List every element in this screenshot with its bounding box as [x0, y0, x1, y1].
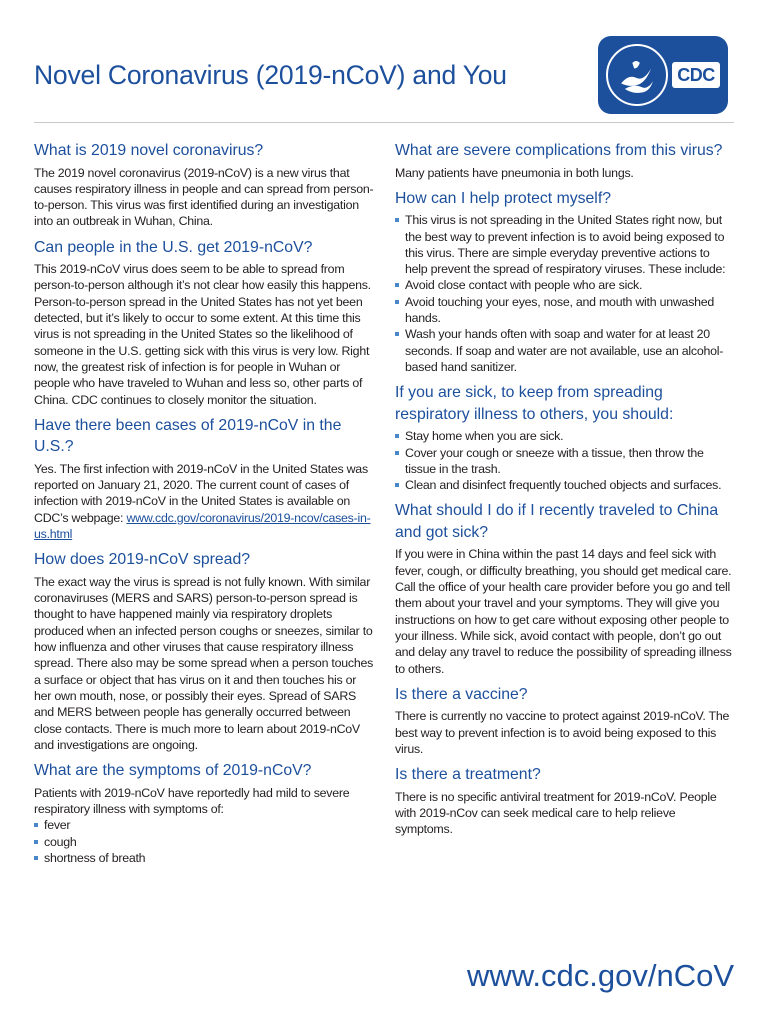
section-heading: Can people in the U.S. get 2019-nCoV?: [34, 238, 313, 256]
bullet-icon: [395, 434, 399, 438]
section-body: Patients with 2019-nCoV have reportedly had mild to severe respiratory illness with symptoms of:: [34, 785, 350, 816]
bullet-icon: [395, 451, 399, 455]
right-column: [395, 140, 735, 845]
section-body: This 2019-nCoV virus does seem to be able to spread from person-to-person although it’s not clear how easily this happens. Person-to-person spread in the United States has not yet been detected, but it’s likely to occur to some extent. At this time this virus is not spreading in the United States so the likelihood of someone in the U.S. getting sick with this virus is very low. Right now, the greatest risk of infection is for people in Wuhan or people who have traveled to Wuhan and less so, other parts of China. CDC continues to closely monitor the situation.: [34, 262, 371, 407]
list-item: Wash your hands often with soap and water for at least 20 seconds. If soap and water are not available, use an alcohol-based hand sanitizer.: [395, 326, 735, 375]
list-item: cough: [34, 834, 374, 850]
section-vaccine: [395, 684, 735, 757]
footer-website-link[interactable]: www.cdc.gov/nCoV: [466, 958, 734, 993]
section-can-people-get: [34, 237, 374, 408]
section-heading: Is there a treatment?: [395, 766, 541, 784]
cdc-wordmark: CDC: [672, 62, 720, 88]
list-item: This virus is not spreading in the United States right now, but the best way to prevent infection is to avoid being exposed to this virus. There are simple everyday preventive actions to help prevent the spread of respiratory viruses. These include:: [395, 212, 735, 277]
section-body: [34, 461, 374, 542]
list-item: Cover your cough or sneeze with a tissue, then throw the tissue in the trash.: [395, 445, 735, 478]
list-item: Stay home when you are sick.: [395, 428, 735, 444]
section-body: Many patients have pneumonia in both lungs.: [395, 165, 634, 180]
section-symptoms: [34, 760, 374, 866]
section-treatment: [395, 764, 735, 837]
bullet-icon: [395, 218, 399, 222]
section-body-text: Yes. The first infection with 2019-nCoV in the United States was reported on January 21, 2020. The current count of cases of infection with 2019-nCoV in the United States is available on CDC’s webpage:: [34, 461, 368, 525]
section-heading: How can I help protect myself?: [395, 189, 611, 207]
header-divider: [34, 122, 734, 123]
bullet-icon: [395, 483, 399, 487]
bullet-icon: [395, 283, 399, 287]
section-heading: Is there a vaccine?: [395, 685, 528, 703]
left-column: [34, 140, 374, 873]
bullet-icon: [34, 823, 38, 827]
protect-list: [395, 212, 735, 375]
section-body: The exact way the virus is spread is not fully known. With similar coronaviruses (MERS and SARS) person-to-person spread is thought to have happened mainly via respiratory droplets produced when an infected person coughs or sneezes, similar to how influenza and other viruses that cause respiratory illness spread. There also may be some spread when a person touches a surface or object that has virus on it and then touches his or her own mouth, nose, or possibly their eyes. Spread of SARS and MERS between people has generally occurred between close contacts. There is much more to learn about 2019-nCoV and investigations are ongoing.: [34, 574, 374, 752]
list-item: shortness of breath: [34, 850, 374, 866]
list-item: Avoid close contact with people who are sick.: [395, 277, 735, 293]
cases-in-us-link[interactable]: www.cdc.gov/coronavirus/2019-ncov/cases-in-us.html: [34, 510, 371, 542]
section-heading: Have there been cases of 2019-nCoV in the U.S.?: [34, 416, 342, 456]
list-item: Clean and disinfect frequently touched objects and surfaces.: [395, 477, 735, 493]
section-what-is: [34, 140, 374, 230]
page-title: Novel Coronavirus (2019-nCoV) and You: [34, 60, 507, 90]
section-traveled: [395, 500, 735, 676]
bullet-icon: [395, 300, 399, 304]
section-heading: What are the symptoms of 2019-nCoV?: [34, 762, 312, 780]
symptoms-list: [34, 817, 374, 866]
section-body: There is no specific antiviral treatment for 2019-nCoV. People with 2019-nCov can seek medical care to help relieve symptoms.: [395, 789, 717, 837]
section-complications: [395, 140, 735, 181]
section-heading: If you are sick, to keep from spreading respiratory illness to others, you should:: [395, 384, 674, 423]
if-sick-list: [395, 428, 735, 493]
bullet-icon: [34, 856, 38, 860]
section-how-spread: [34, 549, 374, 753]
section-heading: How does 2019-nCoV spread?: [34, 551, 251, 569]
list-item: Avoid touching your eyes, nose, and mouth with unwashed hands.: [395, 294, 735, 327]
section-if-sick: [395, 382, 735, 493]
section-heading: What is 2019 novel coronavirus?: [34, 142, 264, 159]
section-protect: [395, 188, 735, 375]
section-cases-us: [34, 415, 374, 542]
hhs-seal-icon: [606, 44, 668, 106]
section-heading: What are severe complications from this virus?: [395, 142, 723, 159]
bullet-icon: [34, 840, 38, 844]
cdc-logo: [598, 36, 728, 114]
section-heading: What should I do if I recently traveled to China and got sick?: [395, 502, 719, 541]
section-body: There is currently no vaccine to protect against 2019-nCoV. The best way to prevent infection is to avoid being exposed to this virus.: [395, 709, 730, 756]
section-body: The 2019 novel coronavirus (2019-nCoV) is a new virus that causes respiratory illness in people and can spread from person-to-person. This virus was first identified during an investigation into an outbreak in Wuhan, China.: [34, 165, 374, 229]
section-body: If you were in China within the past 14 days and feel sick with fever, cough, or difficulty breathing, you should get medical care. Call the office of your health care provider before you go and tell them about your travel and your symptoms. They will give you instructions on how to get care without exposing other people to your illness. While sick, avoid contact with people, don’t go out and delay any travel to reduce the possibility of spreading illness to others.: [395, 547, 732, 676]
list-item: fever: [34, 817, 374, 833]
bullet-icon: [395, 332, 399, 336]
